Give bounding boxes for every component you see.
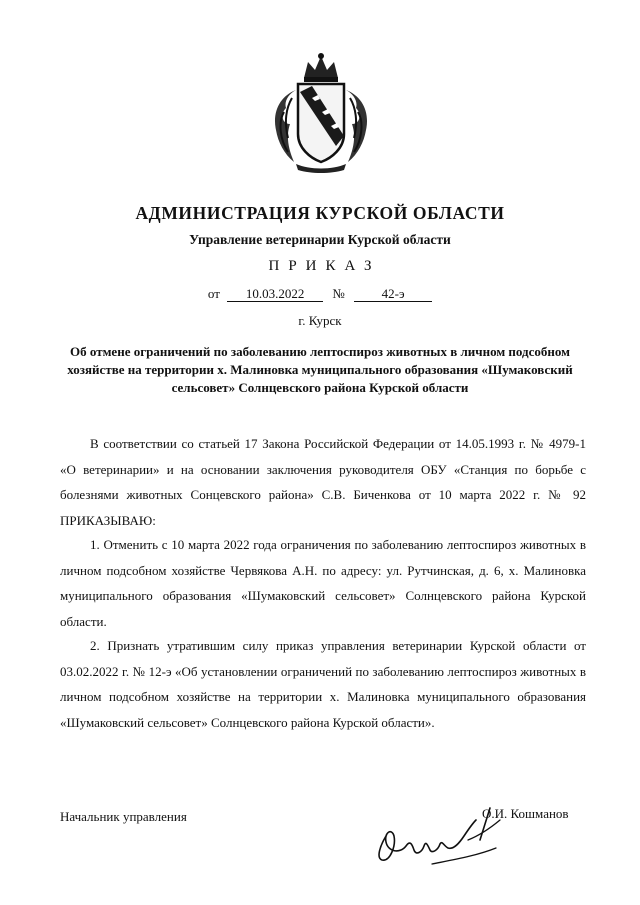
document-number: 42-э bbox=[354, 287, 432, 302]
document-city: г. Курск bbox=[298, 313, 342, 328]
date-number-line bbox=[0, 286, 640, 302]
paragraph-preamble: В соответствии со статьей 17 Закона Российской Федерации от 14.05.1993 г. № 4979-1 «О ветеринарии» и на основании заключения руководителя ОБУ «Станция по борьбе с болезнями животных Сонцевского района» С.В. Биченкова от 10 марта 2022 г. № 92 ПРИКАЗЫВАЮ: bbox=[60, 436, 586, 528]
coat-of-arms-icon bbox=[266, 52, 376, 174]
date-prefix: от bbox=[207, 286, 220, 301]
paragraph-item-1: 1. Отменить с 10 марта 2022 года ограничения по заболеванию лептоспироз животных в личном подсобном хозяйстве Червякова А.Н. по адресу: ул. Рутчинская, д. 6, х. Малиновка муниципального образования «Шумаковский сельсовет» Солнцевского района Курской области. bbox=[60, 537, 586, 629]
number-prefix: № bbox=[332, 286, 345, 301]
document-type: ПРИКАЗ bbox=[268, 258, 381, 274]
organization-name: АДМИНИСТРАЦИЯ КУРСКОЙ ОБЛАСТИ bbox=[135, 203, 505, 223]
signatory-position: Начальник управления bbox=[60, 809, 187, 824]
document-date: 10.03.2022 bbox=[227, 287, 323, 302]
paragraph-item-2: 2. Признать утратившим силу приказ управления ветеринарии Курской области от 03.02.2022 г. № 12-э «Об установлении ограничений по заболеванию лептоспироз животных в личном подсобном хозяйстве на территории х. Малиновка муниципального образования «Шумаковский сельсовет» Солнцевского района Курской области». bbox=[60, 638, 586, 730]
department-name: Управление ветеринарии Курской области bbox=[189, 232, 451, 247]
signatory-name: О.И. Кошманов bbox=[482, 806, 569, 821]
document-title: Об отмене ограничений по заболеванию лептоспироз животных в личном подсобном хозяйстве на территории х. Малиновка муниципального образования «Шумаковский сельсовет» Солнцевского района Курской области bbox=[67, 344, 573, 395]
